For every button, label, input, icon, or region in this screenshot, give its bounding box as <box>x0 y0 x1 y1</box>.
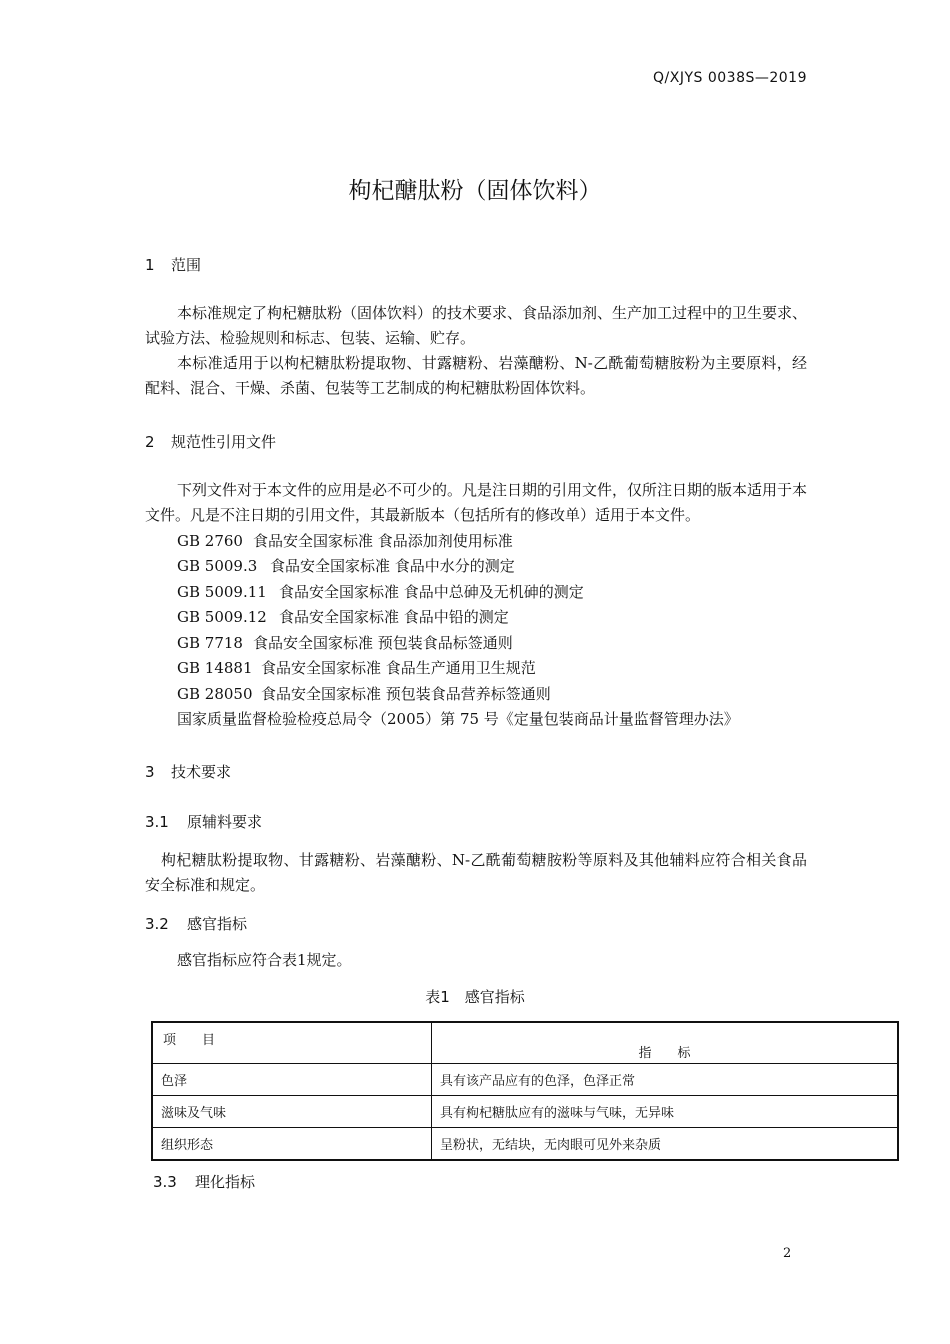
reference-title: 食品安全国家标准 食品中总砷及无机砷的测定 <box>279 583 584 601</box>
paragraph: 枸杞糖肽粉提取物、甘露糖粉、岩藻醣粉、N-乙酰葡萄糖胺粉等原料及其他辅料应符合相关食品安全标准和规定。 <box>145 851 807 894</box>
reference-title: 食品安全国家标准 食品中水分的测定 <box>270 557 515 575</box>
section-title: 原辅料要求 <box>187 813 263 831</box>
document-title: 枸杞醣肽粉（固体饮料） <box>348 178 602 204</box>
table-cell: 滋味及气味 <box>152 1096 432 1128</box>
table-cell: 色泽 <box>152 1064 432 1096</box>
table-header-row <box>152 1022 898 1064</box>
reference-title: 食品安全国家标准 食品中铅的测定 <box>279 608 509 626</box>
section-number: 3.3 <box>153 1173 177 1191</box>
table-caption: 表1 感官指标 <box>425 988 525 1006</box>
sensory-table <box>151 1021 899 1161</box>
reference-item <box>177 581 584 602</box>
section-title: 规范性引用文件 <box>171 433 277 451</box>
paragraph: 本标准适用于以枸杞糖肽粉提取物、甘露糖粉、岩藻醣粉、N-乙酰葡萄糖胺粉为主要原料，经配料、混合、干燥、杀菌、包装等工艺制成的枸杞糖肽粉固体饮料。 <box>145 354 807 397</box>
reference-title: 食品安全国家标准 食品添加剂使用标准 <box>253 532 513 550</box>
paragraph: 下列文件对于本文件的应用是必不可少的。凡是注日期的引用文件，仅所注日期的版本适用于本文件。凡是不注日期的引用文件，其最新版本（包括所有的修改单）适用于本文件。 <box>145 481 808 524</box>
section-3-heading <box>145 761 231 782</box>
reference-title: 食品安全国家标准 食品生产通用卫生规范 <box>261 659 536 677</box>
table-cell: 具有该产品应有的色泽，色泽正常 <box>432 1064 899 1096</box>
section-3-1-heading <box>145 811 262 832</box>
reference-code: GB 14881 <box>177 659 253 677</box>
reference-item <box>177 530 513 551</box>
reference-code: GB 2760 <box>177 532 243 550</box>
reference-code: GB 7718 <box>177 634 243 652</box>
section-number: 3.2 <box>145 915 169 933</box>
table-header-cell: 项 目 <box>152 1022 432 1064</box>
reference-item <box>177 683 551 704</box>
reference-code: GB 5009.12 <box>177 608 267 626</box>
section-number: 3.1 <box>145 813 169 831</box>
section-number: 1 <box>145 256 155 274</box>
reference-code: GB 5009.11 <box>177 583 267 601</box>
reference-item <box>177 632 513 653</box>
table-row <box>152 1096 898 1128</box>
section-number: 2 <box>145 433 155 451</box>
reference-code: GB 28050 <box>177 685 253 703</box>
table-row <box>152 1064 898 1096</box>
section-title: 感官指标 <box>187 915 248 933</box>
reference-item-regulation: 国家质量监督检验检疫总局令（2005）第 75 号《定量包装商品计量监督管理办法》 <box>177 710 739 728</box>
section-title: 技术要求 <box>171 763 232 781</box>
reference-item <box>177 657 536 678</box>
reference-item <box>177 555 515 576</box>
section-2-heading <box>145 431 276 452</box>
page-number: 2 <box>783 1246 792 1261</box>
section-title: 范围 <box>171 256 202 274</box>
reference-item <box>177 606 509 627</box>
section-title: 理化指标 <box>195 1173 256 1191</box>
paragraph: 感官指标应符合表1规定。 <box>177 951 352 969</box>
table-cell: 呈粉状，无结块，无肉眼可见外来杂质 <box>432 1128 899 1161</box>
section-number: 3 <box>145 763 155 781</box>
reference-code: GB 5009.3 <box>177 557 258 575</box>
table-cell: 组织形态 <box>152 1128 432 1161</box>
reference-title: 食品安全国家标准 预包装食品标签通则 <box>253 634 513 652</box>
section-1-heading <box>145 254 201 275</box>
table-cell: 具有枸杞糖肽应有的滋味与气味，无异味 <box>432 1096 899 1128</box>
table-header-cell: 指 标 <box>432 1022 899 1064</box>
reference-title: 食品安全国家标准 预包装食品营养标签通则 <box>261 685 551 703</box>
section-3-2-heading <box>145 913 247 934</box>
document-code: Q/XJYS 0038S—2019 <box>653 70 807 86</box>
section-3-3-heading <box>153 1171 255 1192</box>
paragraph: 本标准规定了枸杞糖肽粉（固体饮料）的技术要求、食品添加剂、生产加工过程中的卫生要求、试验方法、检验规则和标志、包装、运输、贮存。 <box>145 304 808 347</box>
table-row <box>152 1128 898 1161</box>
